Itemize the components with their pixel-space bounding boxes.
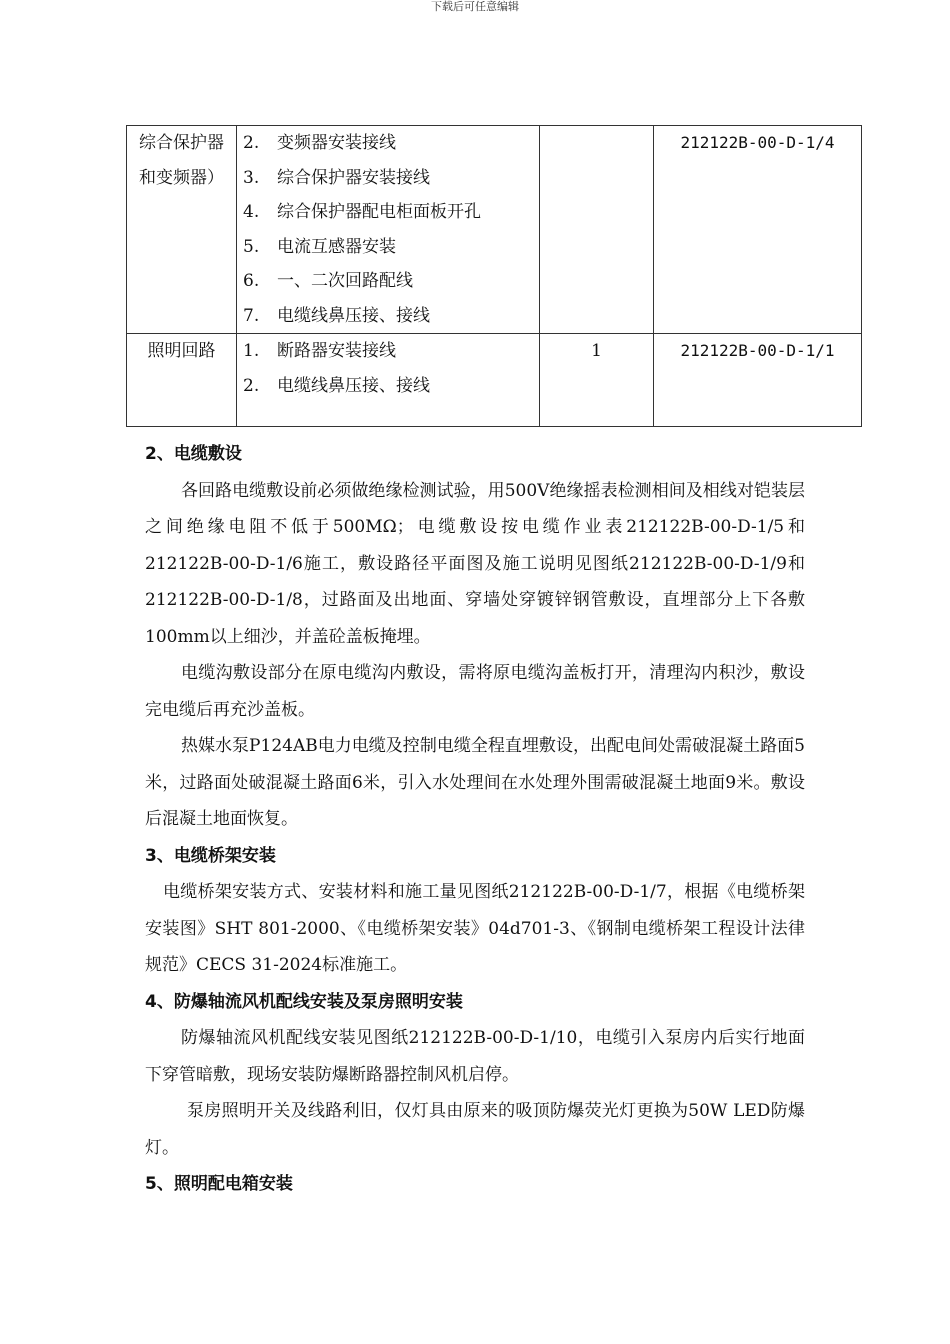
- steps-cell: [237, 126, 540, 334]
- paragraph-cable-laying-2: 电缆沟敷设部分在原电缆沟内敷设，需将原电缆沟盖板打开，清理沟内积沙，敷设完电缆后再充沙盖板。: [145, 663, 805, 720]
- step-item: [243, 126, 533, 161]
- paragraph-fan-wiring-1: 防爆轴流风机配线安装见图纸212122B-00-D-1/10，电缆引入泵房内后实行地面下穿管暗敷，现场安装防爆断路器控制风机启停。: [145, 1028, 805, 1085]
- step-text: 变频器安装接线: [277, 133, 396, 153]
- step-number: 7.: [243, 305, 260, 326]
- quantity-cell: [540, 126, 654, 334]
- paragraph-cable-tray-1: 电缆桥架安装方式、安装材料和施工量见图纸212122B-00-D-1/7，根据《电缆桥架安装图》SHT 801-2000、《电缆桥架安装》04d701-3、《钢制电缆桥架工程设计法律规范》CECS 31-2024标准施工。: [145, 882, 805, 975]
- step-text: 综合保护器配电柜面板开孔: [277, 202, 481, 222]
- work-table: [126, 125, 862, 427]
- section-heading-fan-wiring: 4、防爆轴流风机配线安装及泵房照明安装: [145, 991, 463, 1012]
- step-item: [243, 264, 533, 299]
- paragraph-cable-laying-3: 热媒水泵P124AB电力电缆及控制电缆全程直埋敷设，出配电间处需破混凝土路面5米，过路面处破混凝土路面6米，引入水处理间在水处理外围需破混凝土地面9米。敷设后混凝土地面恢复。: [145, 736, 805, 829]
- drawing-code-cell: 212122B-00-D-1/4: [654, 126, 862, 334]
- step-text: 电流互感器安装: [277, 236, 396, 257]
- table-row: [127, 126, 862, 334]
- section-heading-cable-tray: 3、电缆桥架安装: [145, 845, 276, 866]
- item-cell: 照明回路: [127, 334, 237, 427]
- paragraph-cable-laying-1: 各回路电缆敷设前必须做绝缘检测试验，用500V绝缘摇表检测相间及相线对铠装层之间绝缘电阻不低于500MΩ；电缆敷设按电缆作业表212122B-00-D-1/5和212122B-00-D-1/6施工，敷设路径平面图及施工说明见图纸212122B-00-D-1/9和212122B-00-D-1/8，过路面及出地面、穿墙处穿镀锌钢管敷设，直埋部分上下各敷100mm以上细沙，并盖砼盖板掩埋。: [145, 480, 805, 647]
- step-item: [243, 299, 533, 334]
- step-item: [243, 161, 533, 196]
- step-text: 一、二次回路配线: [277, 271, 413, 291]
- item-cell: 综合保护器和变频器）: [127, 126, 237, 334]
- step-number: 4.: [243, 202, 260, 222]
- step-number: 1.: [243, 341, 260, 361]
- step-text: 综合保护器安装接线: [277, 167, 430, 188]
- section-heading-lighting-box: 5、照明配电箱安装: [145, 1174, 293, 1194]
- step-number: 5.: [243, 236, 260, 257]
- steps-cell: [237, 334, 540, 427]
- step-number: 2.: [243, 133, 260, 153]
- step-text: 断路器安装接线: [277, 341, 396, 361]
- drawing-code-cell: 212122B-00-D-1/1: [654, 334, 862, 427]
- page-header-note: 下载后可任意编辑: [431, 0, 519, 13]
- step-number: 3.: [243, 167, 260, 188]
- step-text: 电缆线鼻压接、接线: [277, 305, 430, 326]
- step-item: [243, 369, 533, 404]
- step-number: 6.: [243, 271, 260, 291]
- step-item: [243, 195, 533, 230]
- section-heading-cable-laying: 2、电缆敷设: [145, 444, 242, 464]
- step-item: [243, 334, 533, 369]
- step-number: 2.: [243, 375, 260, 396]
- document-body: [145, 436, 805, 1203]
- quantity-cell: 1: [540, 334, 654, 427]
- paragraph-fan-wiring-2: 泵房照明开关及线路利旧，仅灯具由原来的吸顶防爆荧光灯更换为50W LED防爆灯。: [145, 1101, 805, 1158]
- step-text: 电缆线鼻压接、接线: [277, 375, 430, 396]
- table-row: [127, 334, 862, 427]
- step-item: [243, 230, 533, 265]
